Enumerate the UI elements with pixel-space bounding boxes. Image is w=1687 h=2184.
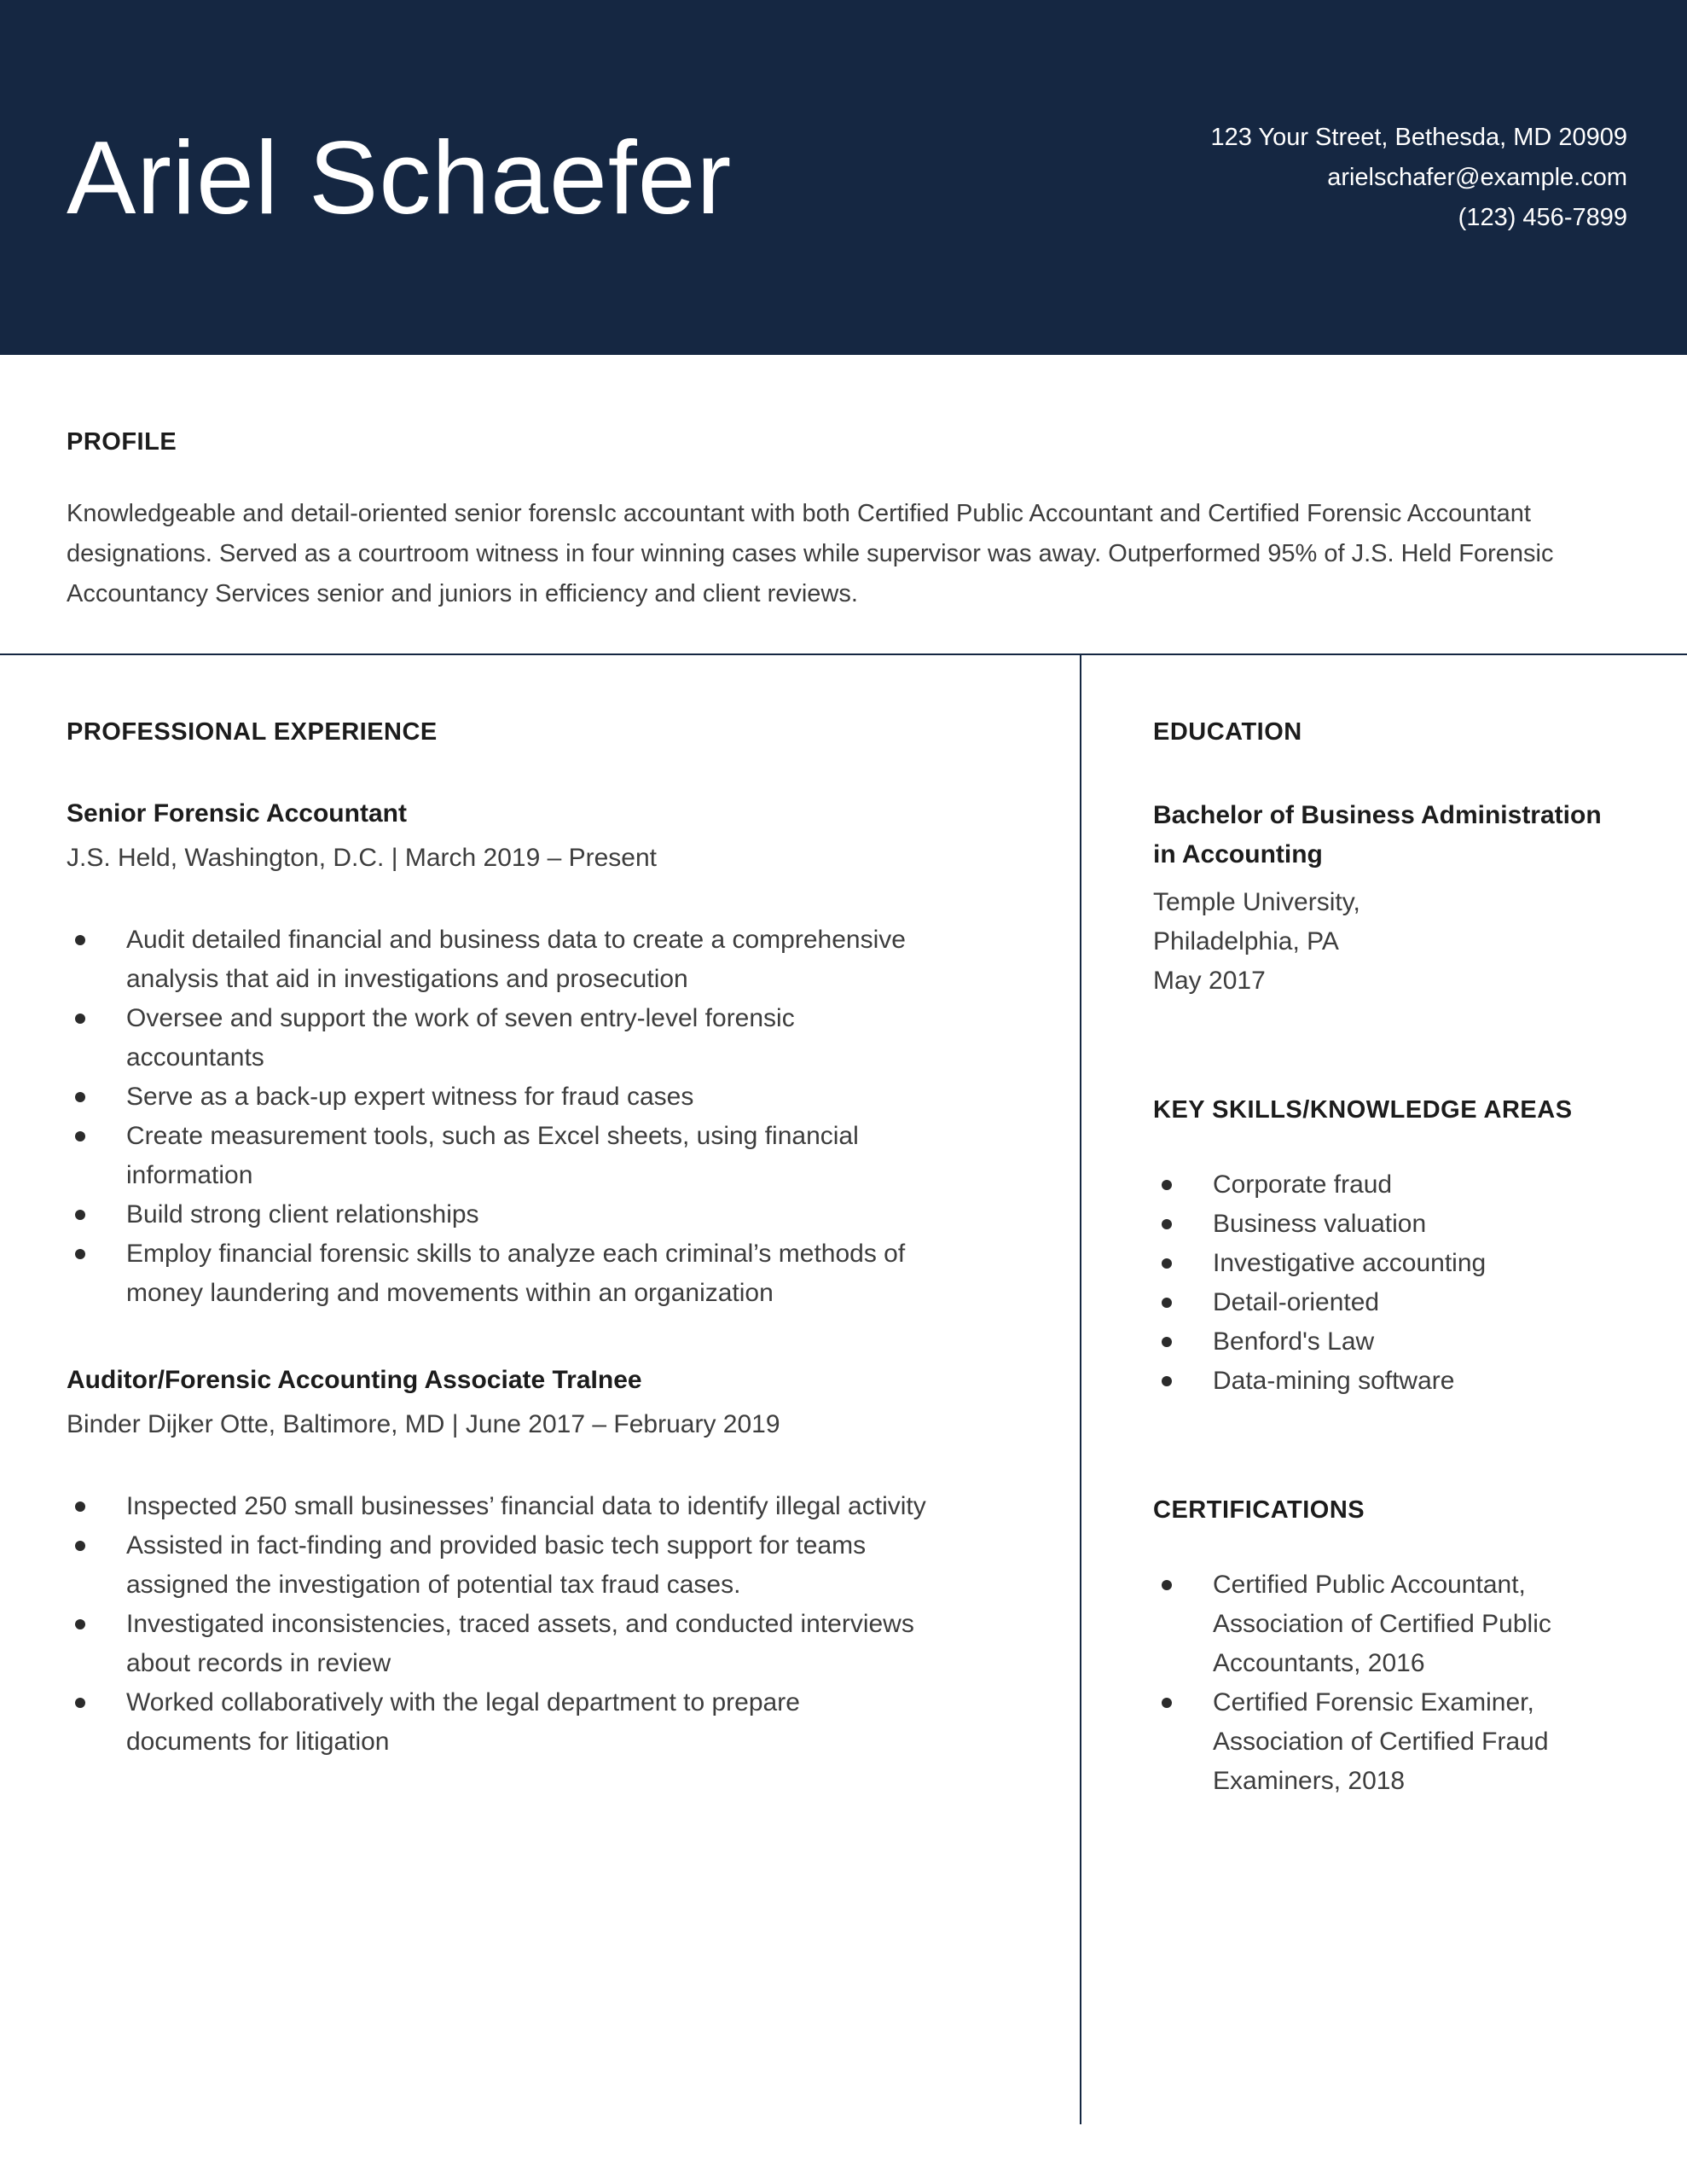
job-entry [67, 1361, 928, 1762]
certification-text: Certified Public Accountant, Association of Certified Public Accountants, 2016 [1213, 1571, 1551, 1677]
list-item [67, 921, 928, 999]
bullet-icon [1162, 1580, 1172, 1590]
job-title: Senior Forensic Accountant [67, 799, 407, 828]
bullet-icon [75, 1014, 85, 1024]
bullet-icon [75, 1619, 85, 1629]
certifications-list [1153, 1565, 1605, 1801]
bullet-text: Oversee and support the work of seven entry-level forensic accountants [126, 1004, 795, 1072]
bullet-icon [75, 1131, 85, 1141]
list-item [67, 1077, 928, 1117]
bullet-text: Assisted in fact-finding and provided basic tech support for teams assigned the investigation of potential tax fraud cases. [126, 1531, 867, 1599]
columns [0, 655, 1687, 2141]
bullet-icon [75, 1092, 85, 1102]
skills-list [1153, 1165, 1605, 1401]
list-item [1153, 1683, 1605, 1801]
bullet-icon [1162, 1258, 1172, 1269]
list-item [1153, 1565, 1605, 1683]
bullet-icon [75, 1541, 85, 1551]
list-item [67, 1683, 928, 1762]
skill-text: Investigative accounting [1213, 1249, 1487, 1277]
list-item [1153, 1205, 1605, 1244]
bullet-icon [75, 1249, 85, 1259]
list-item [1153, 1283, 1605, 1322]
bullet-text: Audit detailed financial and business data to create a comprehensive analysis that aid in investigations and prosecution [126, 926, 906, 993]
bullet-text: Serve as a back-up expert witness for fraud cases [126, 1083, 694, 1111]
contact-info [1210, 118, 1627, 238]
list-item [67, 1605, 928, 1683]
profile-text: Knowledgeable and detail-oriented senior forensIc accountant with both Certified Public Accountant and Certified Forensic Accountant designations. Served as a courtroom witness in four winning cases while supervisor was away. Outperformed 95% of J.S. Held Forensic Accountancy Services senior and juniors in efficiency and client reviews. [67, 500, 1554, 607]
sidebar-column [1153, 655, 1605, 2141]
vertical-divider [1080, 655, 1081, 2124]
job-bullet-list [67, 1487, 928, 1762]
list-item [1153, 1362, 1605, 1401]
job-entry [67, 794, 928, 1313]
list-item [1153, 1244, 1605, 1283]
bullet-icon [75, 1698, 85, 1708]
graduation-date: May 2017 [1153, 967, 1266, 995]
candidate-name: Ariel Schaefer [67, 119, 733, 235]
list-item [67, 1526, 928, 1605]
job-bullet-list [67, 921, 928, 1313]
list-item [1153, 1165, 1605, 1205]
list-item [67, 999, 928, 1077]
skills-heading: KEY SKILLS/KNOWLEDGE AREAS [1153, 1096, 1573, 1124]
experience-column [67, 655, 928, 2141]
skill-text: Corporate fraud [1213, 1170, 1393, 1199]
job-meta: Binder Dijker Otte, Baltimore, MD | June 2017 – February 2019 [67, 1410, 780, 1438]
bullet-icon [1162, 1698, 1172, 1708]
degree-title: Bachelor of Business Administration in Accounting [1153, 801, 1602, 868]
bullet-icon [1162, 1376, 1172, 1386]
bullet-icon [75, 1210, 85, 1220]
school-name: Temple University, Philadelphia, PA [1153, 888, 1360, 956]
bullet-text: Employ financial forensic skills to analyze each criminal’s methods of money laundering and movements within an organization [126, 1240, 906, 1307]
contact-email: arielschafer@example.com [1327, 163, 1627, 191]
job-title: Auditor/Forensic Accounting Associate TraInee [67, 1366, 642, 1394]
bullet-text: Create measurement tools, such as Excel sheets, using financial information [126, 1122, 859, 1189]
certifications-heading: CERTIFICATIONS [1153, 1496, 1365, 1524]
profile-heading: PROFILE [67, 428, 177, 456]
list-item [67, 1234, 928, 1313]
bullet-icon [75, 935, 85, 945]
skill-text: Business valuation [1213, 1210, 1427, 1238]
list-item [67, 1117, 928, 1195]
bullet-text: Worked collaboratively with the legal department to prepare documents for litigation [126, 1688, 800, 1756]
skill-text: Detail-oriented [1213, 1288, 1380, 1316]
profile-section [0, 428, 1687, 614]
header [0, 0, 1687, 355]
bullet-icon [1162, 1180, 1172, 1190]
certification-text: Certified Forensic Examiner, Association of Certified Fraud Examiners, 2018 [1213, 1688, 1549, 1795]
list-item [1153, 1322, 1605, 1362]
job-meta: J.S. Held, Washington, D.C. | March 2019 – Present [67, 844, 657, 872]
contact-address: 123 Your Street, Bethesda, MD 20909 [1210, 123, 1627, 151]
bullet-icon [1162, 1219, 1172, 1229]
list-item [67, 1195, 928, 1234]
bullet-icon [1162, 1337, 1172, 1347]
contact-phone: (123) 456-7899 [1458, 203, 1627, 231]
education-heading: EDUCATION [1153, 718, 1302, 746]
experience-heading: PROFESSIONAL EXPERIENCE [67, 718, 438, 746]
bullet-text: Investigated inconsistencies, traced assets, and conducted interviews about records in review [126, 1610, 914, 1677]
list-item [67, 1487, 928, 1526]
skill-text: Benford's Law [1213, 1327, 1375, 1356]
skill-text: Data-mining software [1213, 1367, 1455, 1395]
bullet-text: Inspected 250 small businesses’ financial data to identify illegal activity [126, 1492, 926, 1520]
bullet-text: Build strong client relationships [126, 1200, 479, 1228]
bullet-icon [1162, 1298, 1172, 1308]
bullet-icon [75, 1502, 85, 1512]
